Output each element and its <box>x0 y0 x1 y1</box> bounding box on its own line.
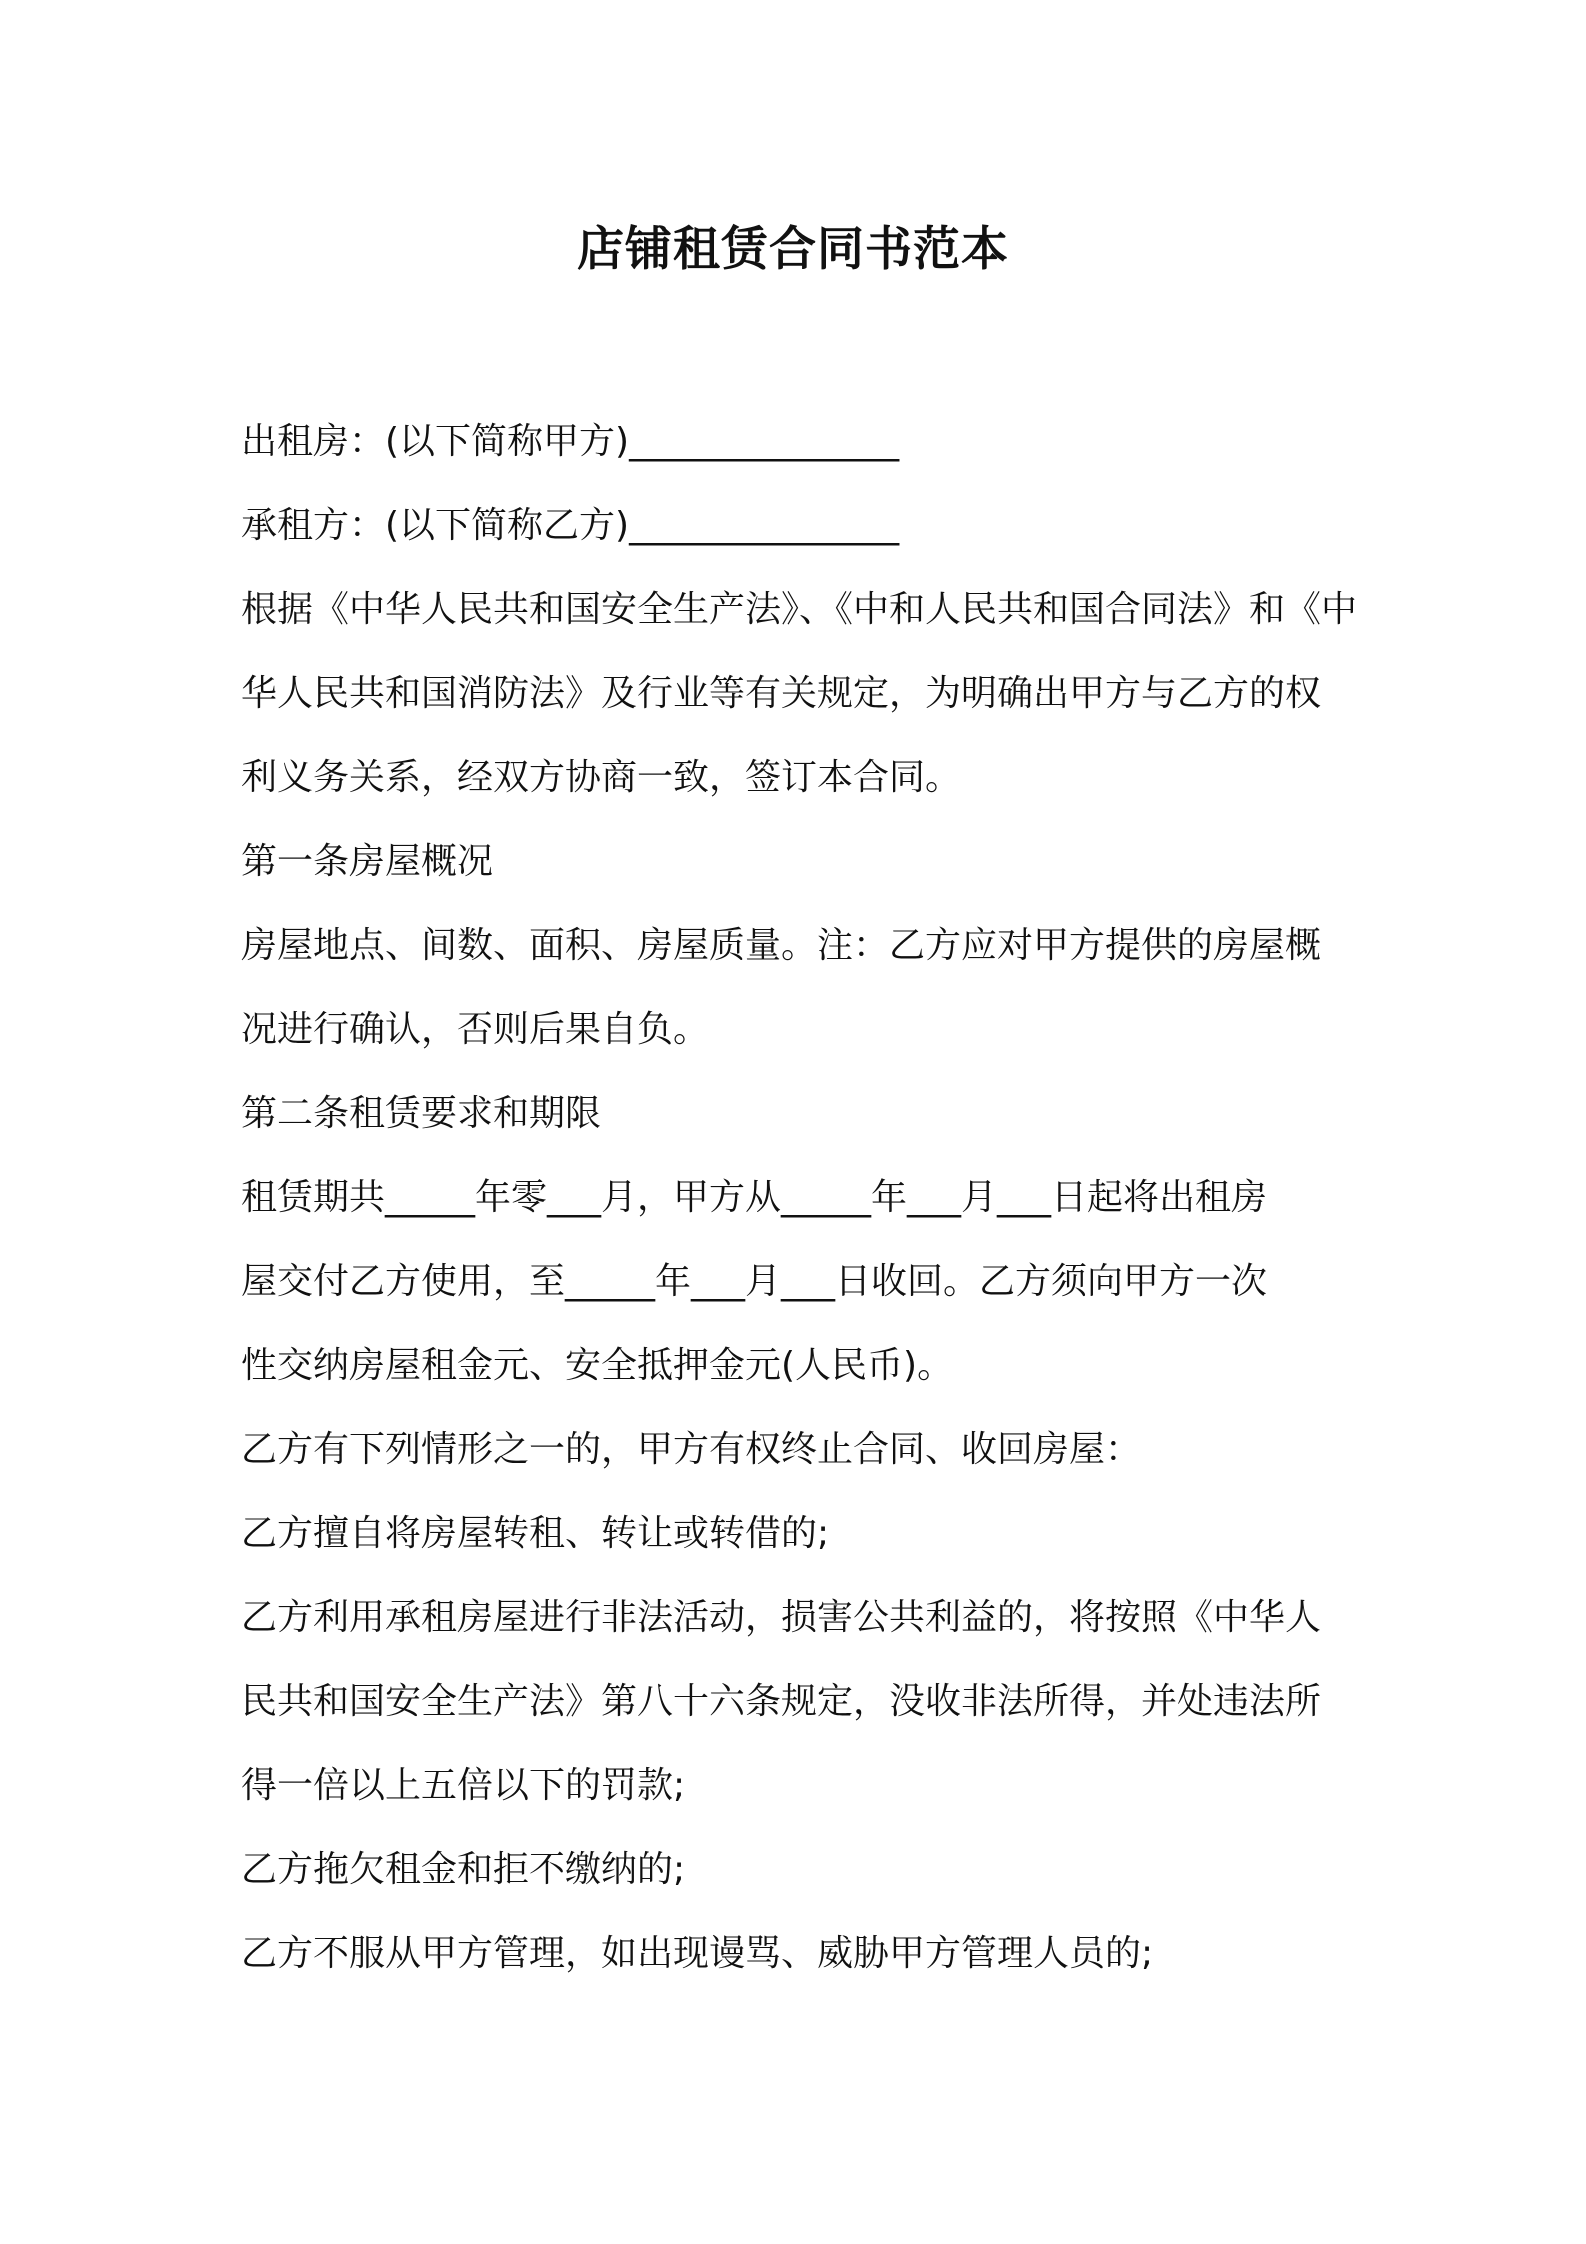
article-2-heading: 第二条租赁要求和期限 <box>241 1093 602 1134</box>
article-1-line-2: 况进行确认，否则后果自负。 <box>241 1009 710 1050</box>
termination-item-4: 乙方不服从甲方管理，如出现谩骂、威胁甲方管理人员的; <box>241 1933 1154 1974</box>
preamble-line-3: 利义务关系，经双方协商一致，签订本合同。 <box>241 757 962 798</box>
party-a-line: 出租房：(以下简称甲方)_______________ <box>241 421 900 462</box>
article-2-line-3: 性交纳房屋租金元、安全抵押金元(人民币)。 <box>241 1345 954 1386</box>
party-b-line: 承租方：(以下简称乙方)_______________ <box>241 505 900 546</box>
termination-item-2-line-1: 乙方利用承租房屋进行非法活动，损害公共利益的，将按照《中华人 <box>241 1597 1322 1638</box>
article-2-line-1: 租赁期共_____年零___月，甲方从_____年___月___日起将出租房 <box>241 1177 1268 1218</box>
article-2-line-2: 屋交付乙方使用，至_____年___月___日收回。乙方须向甲方一次 <box>241 1261 1268 1302</box>
termination-item-2-line-2: 民共和国安全生产法》第八十六条规定，没收非法所得，并处违法所 <box>241 1681 1322 1722</box>
article-1-heading: 第一条房屋概况 <box>241 841 494 882</box>
preamble-line-2: 华人民共和国消防法》及行业等有关规定，为明确出甲方与乙方的权 <box>241 673 1322 714</box>
document-title: 店铺租赁合同书范本 <box>577 222 1009 277</box>
article-1-line-1: 房屋地点、间数、面积、房屋质量。注：乙方应对甲方提供的房屋概 <box>241 925 1322 966</box>
termination-item-1: 乙方擅自将房屋转租、转让或转借的; <box>241 1513 830 1554</box>
termination-intro: 乙方有下列情形之一的，甲方有权终止合同、收回房屋： <box>241 1429 1142 1470</box>
document-body <box>241 400 1361 1996</box>
termination-item-2-line-3: 得一倍以上五倍以下的罚款; <box>241 1765 686 1806</box>
preamble-line-1: 根据《中华人民共和国安全生产法》、《中和人民共和国合同法》和《中 <box>241 589 1358 630</box>
termination-item-3: 乙方拖欠租金和拒不缴纳的; <box>241 1849 686 1890</box>
